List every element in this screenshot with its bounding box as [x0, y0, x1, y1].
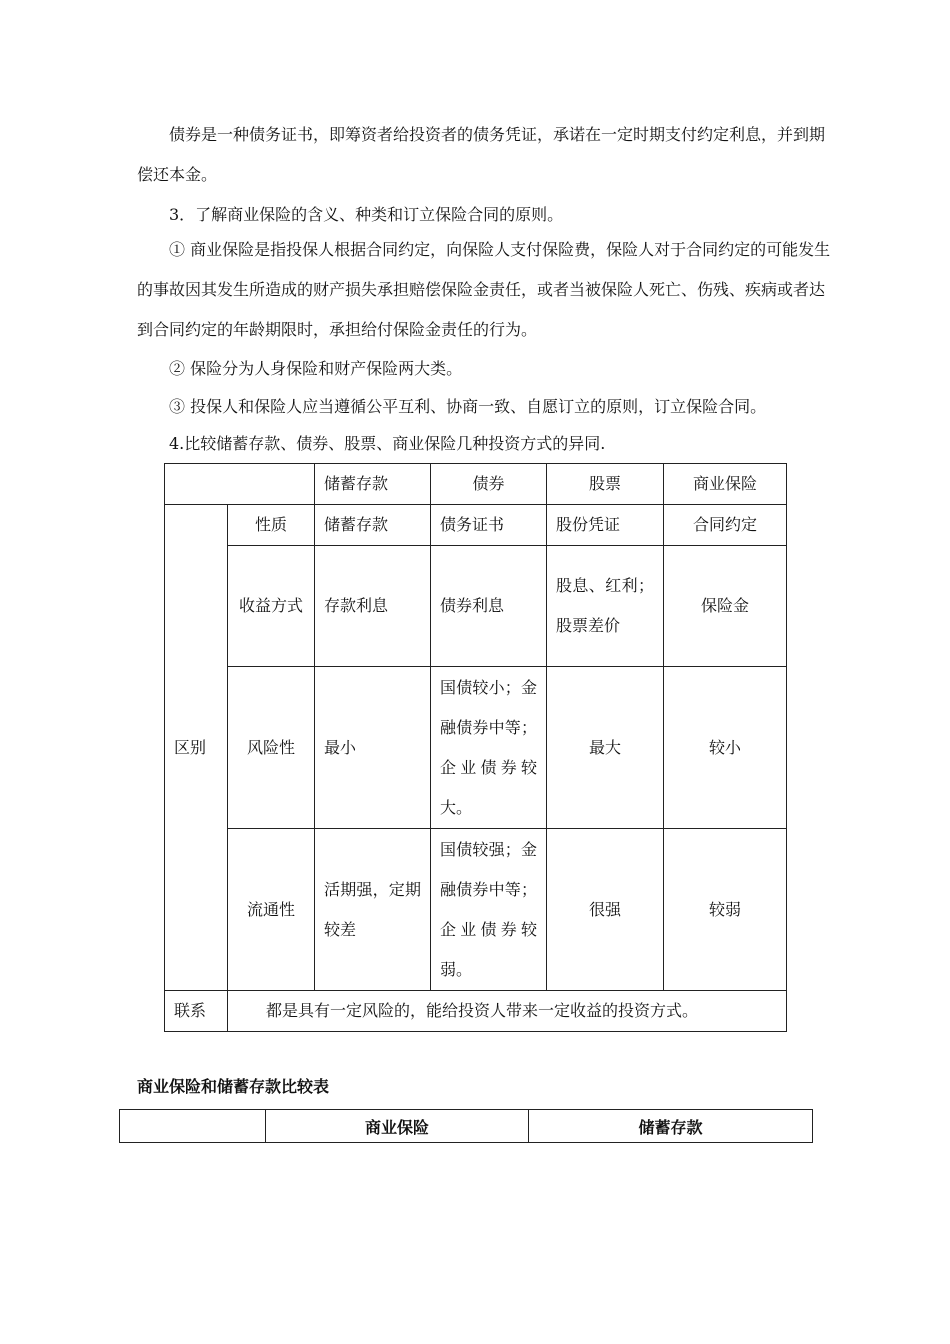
table-header-row [120, 1110, 813, 1143]
difference-group-label: 区别 [165, 505, 228, 991]
header-savings: 储蓄存款 [529, 1110, 813, 1143]
table-cell: 活期强，定期较差 [315, 829, 431, 991]
table-row [165, 991, 787, 1032]
table-corner-cell [165, 464, 315, 505]
table-cell: 国债较强；金融债券中等；企业债券较弱。 [431, 829, 547, 991]
table-cell: 债券利息 [431, 546, 547, 667]
table-header-row [165, 464, 787, 505]
table-cell: 股息、红利；股票差价 [547, 546, 664, 667]
header-insurance: 商业保险 [664, 464, 787, 505]
insurance-principle-paragraph: ③ 投保人和保险人应当遵循公平互利、协商一致、自愿订立的原则，订立保险合同。 [169, 397, 767, 416]
header-savings: 储蓄存款 [315, 464, 431, 505]
row-label-nature: 性质 [228, 505, 315, 546]
item4-title: 4.比较储蓄存款、债券、股票、商业保险几种投资方式的异同. [169, 434, 606, 453]
section2-title: 商业保险和储蓄存款比较表 [137, 1077, 330, 1096]
table-cell: 较弱 [664, 829, 787, 991]
table-cell: 债务证书 [431, 505, 547, 546]
bond-definition-paragraph: 债券是一种债务证书，即筹资者给投资者的债务凭证，承诺在一定时期支付约定利息，并到期偿还本金。 [137, 125, 826, 184]
table-cell: 最大 [547, 667, 664, 829]
table-cell: 储蓄存款 [315, 505, 431, 546]
table-row [165, 505, 787, 546]
table-cell: 最小 [315, 667, 431, 829]
table-cell: 股份凭证 [547, 505, 664, 546]
header-bonds: 债券 [431, 464, 547, 505]
table-corner-cell [120, 1110, 266, 1143]
table-cell: 较小 [664, 667, 787, 829]
table-row [165, 829, 787, 991]
link-text: 都是具有一定风险的，能给投资人带来一定收益的投资方式。 [228, 991, 787, 1032]
header-stocks: 股票 [547, 464, 664, 505]
table-cell: 保险金 [664, 546, 787, 667]
table-row [165, 667, 787, 829]
insurance-definition-paragraph: ① 商业保险是指投保人根据合同约定，向保险人支付保险费，保险人对于合同约定的可能发生的事故因其发生所造成的财产损失承担赔偿保险金责任，或者当被保险人死亡、伤残、疾病或者达到合同约定的年龄期限时，承担给付保险金责任的行为。 [137, 240, 831, 339]
row-label-risk: 风险性 [228, 667, 315, 829]
insurance-savings-table [119, 1109, 813, 1143]
row-label-liquidity: 流通性 [228, 829, 315, 991]
table-cell: 存款利息 [315, 546, 431, 667]
table-cell: 合同约定 [664, 505, 787, 546]
header-insurance: 商业保险 [266, 1110, 529, 1143]
investment-comparison-table [164, 463, 787, 1032]
row-label-return: 收益方式 [228, 546, 315, 667]
insurance-types-paragraph: ② 保险分为人身保险和财产保险两大类。 [169, 359, 463, 378]
table-row [165, 546, 787, 667]
link-label: 联系 [165, 991, 228, 1032]
table-cell: 很强 [547, 829, 664, 991]
table-cell: 国债较小；金融债券中等；企业债券较大。 [431, 667, 547, 829]
item3-title: 3．了解商业保险的含义、种类和订立保险合同的原则。 [169, 205, 564, 224]
